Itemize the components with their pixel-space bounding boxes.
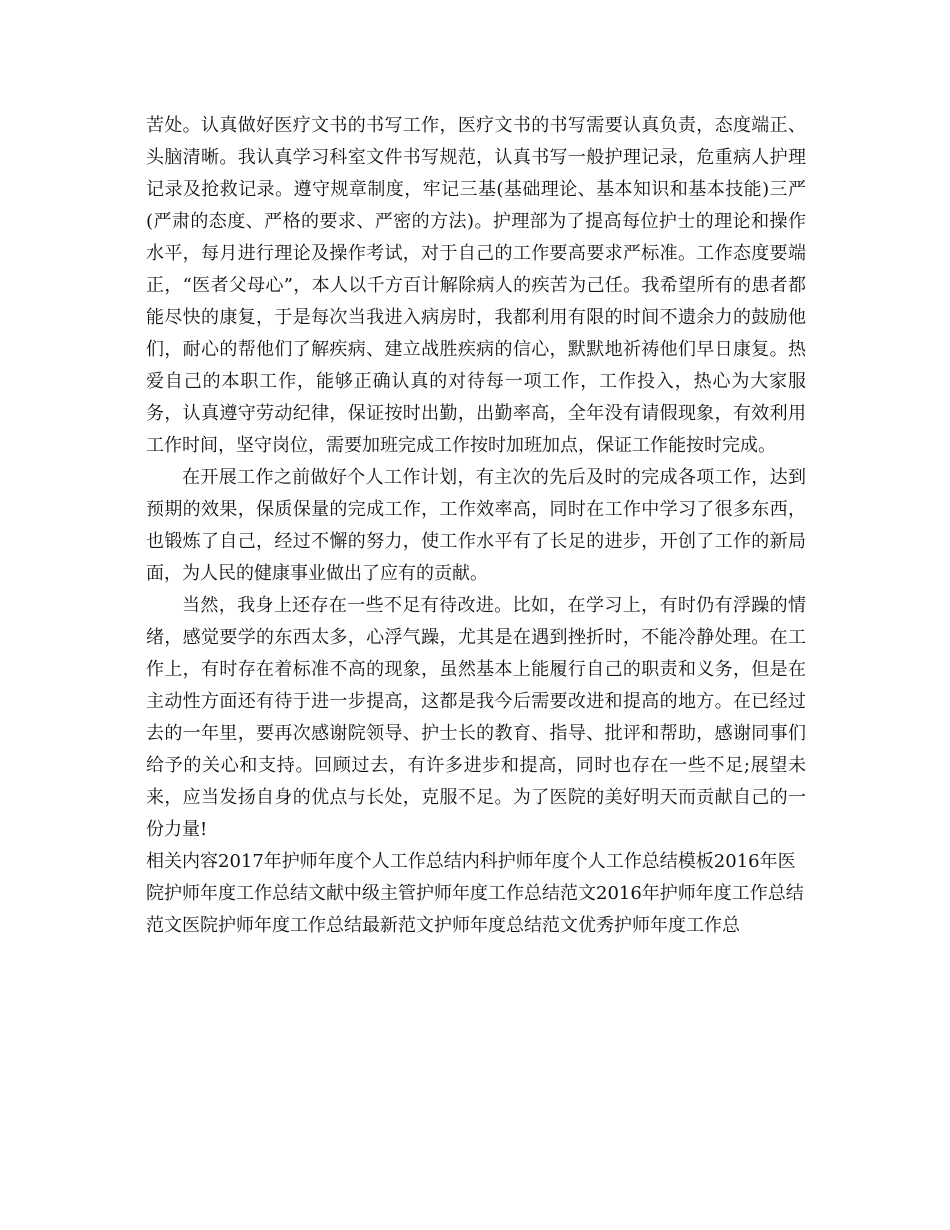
document-body bbox=[146, 110, 806, 942]
related-content: 相关内容2017年护师年度个人工作总结内科护师年度个人工作总结模板2016年医院护师年度工作总结文献中级主管护师年度工作总结范文2016年护师年度工作总结范文医院护师年度工作总结最新范文护师年度总结范文优秀护师年度工作总 bbox=[146, 851, 804, 936]
paragraph-work-plan: 在开展工作之前做好个人工作计划，有主次的先后及时的完成各项工作，达到预期的效果，保质保量的完成工作，工作效率高，同时在工作中学习了很多东西，也锻炼了自己，经过不懈的努力，使工作水平有了长足的进步，开创了工作的新局面，为人民的健康事业做出了应有的贡献。 bbox=[146, 467, 806, 584]
paragraph-continued: 苦处。认真做好医疗文书的书写工作，医疗文书的书写需要认真负责，态度端正、头脑清晰。我认真学习科室文件书写规范，认真书写一般护理记录，危重病人护理记录及抢救记录。遵守规章制度，牢记三基(基础理论、基本知识和基本技能)三严(严肃的态度、严格的要求、严密的方法)。护理部为了提高每位护士的理论和操作水平，每月进行理论及操作考试，对于自己的工作要高要求严标准。工作态度要端正，“医者父母心”，本人以千方百计解除病人的疾苦为己任。我希望所有的患者都能尽快的康复，于是每次当我进入病房时，我都利用有限的时间不遗余力的鼓励他们，耐心的帮他们了解疾病、建立战胜疾病的信心，默默地祈祷他们早日康复。热爱自己的本职工作，能够正确认真的对待每一项工作，工作投入，热心为大家服务，认真遵守劳动纪律，保证按时出勤，出勤率高，全年没有请假现象，有效利用工作时间，坚守岗位，需要加班完成工作按时加班加点，保证工作能按时完成。 bbox=[146, 115, 806, 456]
paragraph-shortcomings: 当然，我身上还存在一些不足有待改进。比如，在学习上，有时仍有浮躁的情绪，感觉要学的东西太多，心浮气躁，尤其是在遇到挫折时，不能冷静处理。在工作上，有时存在着标准不高的现象，虽然基本上能履行自己的职责和义务，但是在主动性方面还有待于进一步提高，这都是我今后需要改进和提高的地方。在已经过去的一年里，要再次感谢院领导、护士长的教育、指导、批评和帮助，感谢同事们给予的关心和支持。回顾过去，有许多进步和提高，同时也存在一些不足;展望未来，应当发扬自身的优点与长处，克服不足。为了医院的美好明天而贡献自己的一份力量! bbox=[146, 595, 806, 840]
